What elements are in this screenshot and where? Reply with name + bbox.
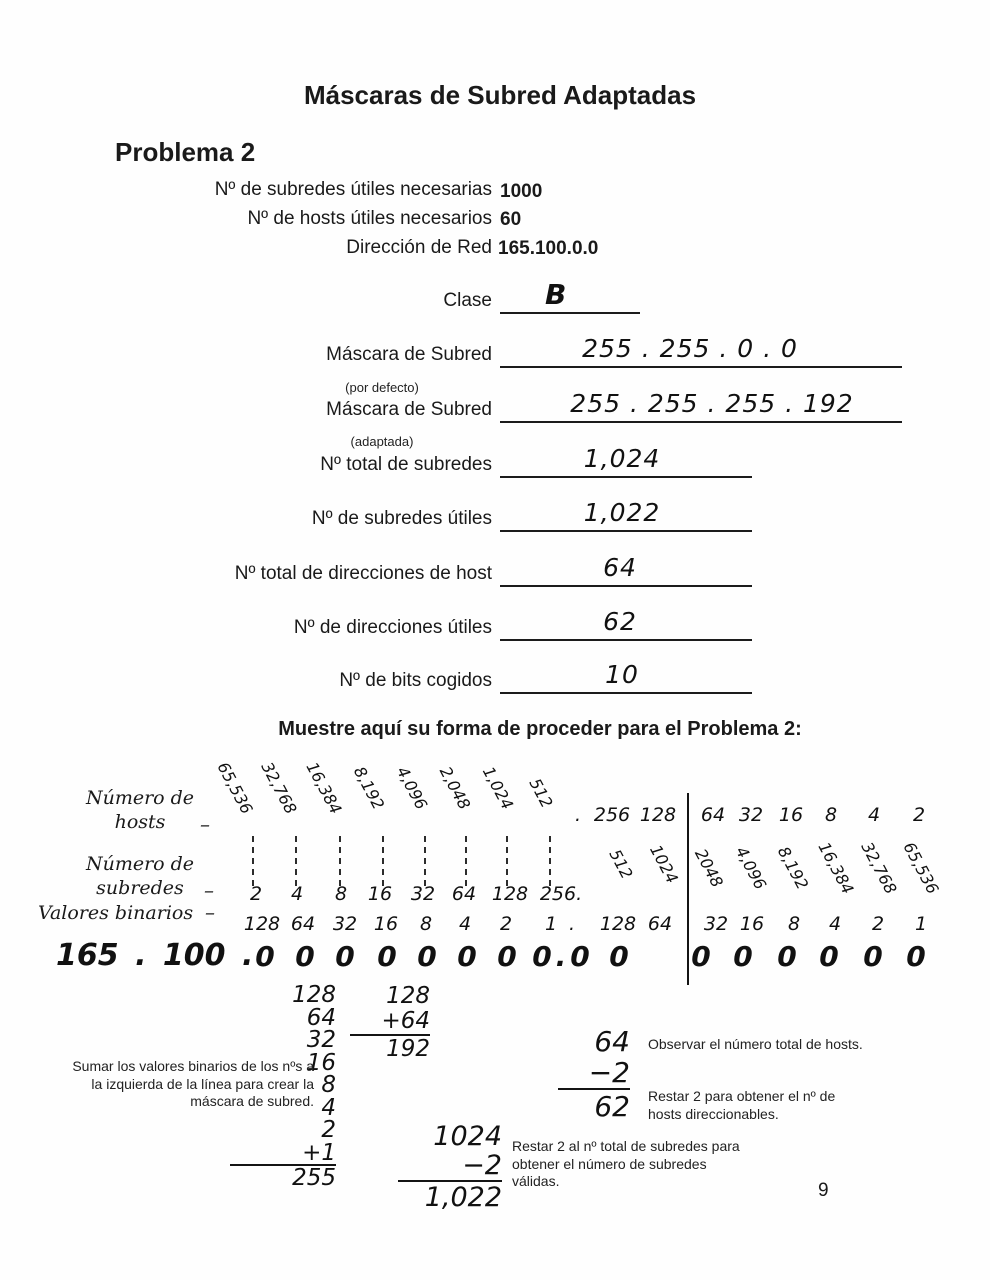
ip-prefix: 165 . 100 . [56,938,254,973]
mask-adapted-answer-value: 255 . 255 . 255 . 192 [570,389,854,418]
sum-total: 255 [230,1164,336,1190]
mask-adapted-answer-line [500,421,902,423]
subnets-minus: −2 [462,1150,502,1181]
given-label-address: Dirección de Red [346,237,492,258]
ip-bit: 0 [570,940,590,973]
ip-bit: 0 [819,940,839,973]
hosts-calc-column [558,1026,630,1122]
binary-value: 1 [544,913,558,935]
usable-subnets-value: 1,022 [583,498,661,527]
given-value-address: 165.100.0.0 [498,238,599,259]
binary-value: 8 [419,913,433,935]
binary-value: 32 [332,913,358,935]
subnets-power-rotated: 4,096 [731,843,771,893]
hosts-minus: −2 [588,1056,630,1089]
given-value-hosts: 60 [500,209,522,230]
sum-item: 32 [306,1027,336,1053]
subnets-power-rotated: 8,192 [773,843,813,893]
sum-item: 128 [386,983,430,1009]
hosts-value: 64 [700,804,726,826]
total-hosts-label: Nº total de direcciones de host [234,563,492,584]
binary-value: 64 [647,913,673,935]
hosts-power-rotated: 4,096 [392,763,432,813]
subnets-value: 8 [334,883,348,905]
borrowed-bits-line [500,692,752,694]
hosts-total: 64 [594,1025,630,1058]
subnets-power-rotated: 1024 [646,841,682,887]
sum-item: +1 [302,1139,336,1166]
ip-bit: 0 [691,940,711,973]
subnets-value: 2 [249,883,263,905]
ip-bit: 0 [335,940,355,973]
hosts-power-rotated: 16,384 [302,758,346,818]
binary-value: 4 [828,913,842,935]
ip-dot: . [555,940,567,973]
dashed-connector [339,836,341,886]
sum-item: 64 [306,1004,336,1031]
binary-value: 16 [373,913,399,935]
binary-value: 32 [703,913,729,935]
sum-note: Sumar los valores binarios de los nºs a la izquierda de la línea para crear la máscara de subred. [72,1058,314,1109]
sum-item: 4 [321,1094,336,1121]
binary-value: 8 [787,913,801,935]
hosts-value: 256 [593,804,631,826]
sum-item: 128 [292,982,336,1008]
subnets-value: 16 [367,883,393,905]
row-label-subnets: Número de subredes [85,853,195,899]
bit-boundary-line [687,793,689,985]
binary-value: 2 [871,913,885,935]
ip-bit: 0 [733,940,753,973]
subnets-value: 4 [290,883,304,905]
ip-bit: 0 [609,940,629,973]
clase-answer-value: B [545,278,567,311]
sum-item: +64 [381,1008,430,1034]
subnets-note: Restar 2 al nº total de subredes para obtener el número de subredes válidas. [512,1138,740,1189]
subnets-result: 1,022 [398,1180,502,1212]
problem-heading: Problema 2 [115,137,256,167]
hosts-note-observe: Observar el número total de hosts. [648,1036,863,1052]
hosts-power-rotated: 65,536 [213,758,257,818]
clase-label: Clase [443,290,492,311]
ip-bit: 0 [906,940,926,973]
total-hosts-value: 64 [603,553,637,582]
mask-default-answer-line [500,366,902,368]
mask-default-note: (por defecto) [345,380,419,395]
subnets-value: 64 [451,883,477,905]
hosts-power-rotated: 1,024 [478,763,518,813]
usable-subnets-label: Nº de subredes útiles [311,508,492,529]
borrowed-bits-value: 10 [605,660,639,689]
ip-bit: 0 [532,940,552,973]
subnets-value: 32 [410,883,436,905]
hosts-power-rotated: 32,768 [257,758,301,818]
ip-bit: 0 [497,940,517,973]
mask-octet-sum-column [350,984,430,1062]
sum-item: 16 [306,1049,336,1076]
subnets-calc-column [398,1122,502,1212]
row-label-subnets-dash: – [204,878,214,902]
sum-item: 2 [321,1117,336,1143]
sum-total: 192 [350,1034,430,1062]
binary-value: 1 [914,913,928,935]
binary-value: 2 [499,913,513,935]
mask-adapted-label: Máscara de Subred [326,399,492,420]
subnets-power-rotated: 32,768 [857,838,901,898]
hosts-value: 4 [867,804,881,826]
binary-value: 16 [739,913,765,935]
subnets-power-rotated: 512 [605,846,637,882]
given-label-hosts: Nº de hosts útiles necesarios [247,208,492,229]
binary-value: . [568,913,576,935]
binary-value: 64 [290,913,316,935]
hosts-result: 62 [558,1088,630,1122]
ip-bit: 0 [417,940,437,973]
given-value-subnets: 1000 [500,181,543,202]
ip-bit: 0 [295,940,315,973]
page-title: Máscaras de Subred Adaptadas [303,80,697,110]
usable-hosts-value: 62 [603,607,637,636]
binary-value: 128 [599,913,637,935]
hosts-value: 128 [639,804,677,826]
hosts-value: 2 [912,804,926,826]
dashed-connector [295,836,297,886]
subnets-power-rotated: 16,384 [814,838,858,898]
hosts-value: . [574,804,582,826]
hosts-note-subtract: Restar 2 para obtener el nº de hosts direccionables. [648,1088,836,1122]
mask-adapted-note: (adaptada) [350,434,414,449]
hosts-power-rotated: 8,192 [349,763,389,813]
subnets-power-rotated: 65,536 [899,838,943,898]
total-hosts-line [500,585,752,587]
total-subnets-line [500,476,752,478]
dashed-connector [252,836,254,886]
ip-bit: 0 [255,940,275,973]
binary-value: 4 [458,913,472,935]
ip-bit: 0 [777,940,797,973]
dashed-connector [506,836,508,886]
given-label-subnets: Nº de subredes útiles necesarias [214,179,492,200]
total-subnets-value: 1,024 [583,444,661,473]
usable-hosts-label: Nº de direcciones útiles [293,617,492,638]
dashed-connector [549,836,551,886]
clase-answer-line [500,312,640,314]
ip-bit: 0 [863,940,883,973]
ip-bit: 0 [377,940,397,973]
subnets-value: 256. [539,883,583,905]
subnets-total: 1024 [433,1121,502,1152]
row-label-hosts-dash: – [200,812,210,836]
dashed-connector [382,836,384,886]
hosts-value: 32 [738,804,764,826]
work-heading: Muestre aquí su forma de proceder para el Problema 2: [278,718,802,740]
usable-subnets-line [500,530,752,532]
dashed-connector [465,836,467,886]
sum-item: 8 [321,1072,336,1098]
usable-hosts-line [500,639,752,641]
mask-default-answer-value: 255 . 255 . 0 . 0 [582,334,798,363]
dashed-connector [424,836,426,886]
ip-bit: 0 [457,940,477,973]
hosts-power-rotated: 2,048 [435,763,475,813]
binary-value: 128 [243,913,281,935]
row-label-binary: Valores binarios [38,902,194,924]
hosts-value: 16 [778,804,804,826]
mask-default-label: Máscara de Subred [326,344,492,365]
row-label-hosts: Número de hosts [85,787,195,833]
hosts-power-rotated: 512 [525,775,557,811]
subnets-power-rotated: 2048 [691,845,727,891]
row-label-binary-dash: – [205,900,215,924]
subnets-value: 128 [491,883,529,905]
total-subnets-label: Nº total de subredes [320,454,492,475]
hosts-value: 8 [824,804,838,826]
borrowed-bits-label: Nº de bits cogidos [339,670,492,691]
page-number: 9 [818,1180,829,1201]
